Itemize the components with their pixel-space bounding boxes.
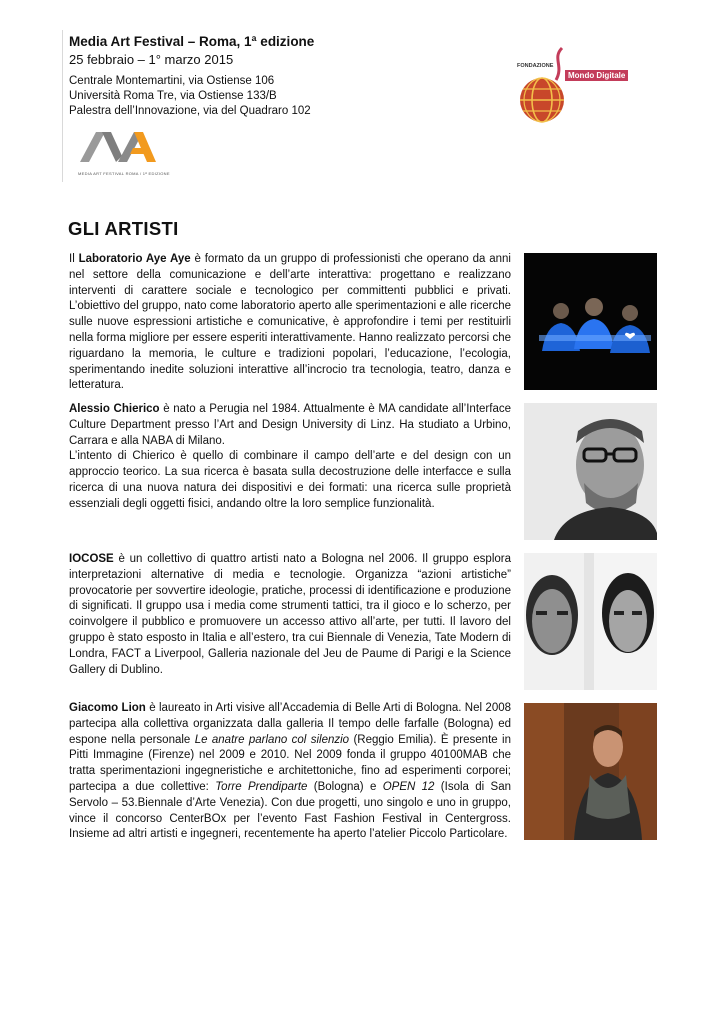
bio-text: (Bologna) e <box>307 780 383 793</box>
artist-bio-lion <box>69 701 511 843</box>
artist-name: Alessio Chierico <box>69 403 160 415</box>
venue-list <box>69 74 311 119</box>
bio-text: è nato a Perugia nel 1984. Attualmente è MA candidate all’Interface Culture Department presso l’Art and Design University di Linz. Ha studiato a Urbino, Carrara e alla NABA di Milano. <box>69 403 511 447</box>
festival-title: Media Art Festival – Roma, 1ª edizione <box>69 34 315 49</box>
foundation-word: FONDAZIONE <box>517 63 554 69</box>
venue-item: Centrale Montemartini, via Ostiense 106 <box>69 75 275 87</box>
photo-laboratorio-aye-aye <box>524 253 657 390</box>
bio-paragraph <box>69 402 511 449</box>
bio-text: Il <box>69 253 79 265</box>
media-art-caption: MEDIA ART FESTIVAL ROMA / 1ª EDIZIONE <box>78 171 170 176</box>
bio-text: è formato da un gruppo di professionisti che operano da anni nel settore della comunicazione e dell’arte interattiva: progettano e realizzano interventi di carattere sociale e tecnologico per committenti pubblici e privati. L’obiettivo del gruppo, nato come laboratorio aperto alle sperimentazioni e alle ricerche sulle nuove espressioni artistiche e comunicative, è approfondire i temi per restituirli nella forma migliore per essere esperiti interattivamente. Hanno realizzato percorsi che riguardano la memoria, le culture e tradizioni popolari, l’educazione, l’ecologia, sperimentando inedite soluzioni interattive all’incrocio tra tecnologia, teatro, danza e letteratura. <box>69 253 511 392</box>
artist-name: Laboratorio Aye Aye <box>78 253 191 265</box>
work-title: Le anatre parlano col silenzio <box>194 733 350 746</box>
artist-bio-aye-aye <box>69 252 511 394</box>
section-title: GLI ARTISTI <box>68 218 179 239</box>
work-title: OPEN 12 <box>382 780 435 793</box>
photo-giacomo-lion <box>524 703 657 840</box>
festival-dates: 25 febbraio – 1° marzo 2015 <box>69 52 234 67</box>
bio-text: è un collettivo di quattro artisti nato a Bologna nel 2006. Il gruppo esplora interpretazioni alternative di media e tecnologie. Organizza “azioni artistiche” provocatorie per sovvertire ideologie, pratiche, processi di identificazione e produzione di significati. Il gruppo usa i media come strumenti tattici, tra il gioco e lo scherzo, per coinvolgere il pubblico e promuovere un accesso attivo all’arte, per tutti. Il lavoro del gruppo è stato esposto in Italia e all’estero, tra cui Biennale di Venezia, Tate Modern di Londra, FACT a Liverpool, Galleria nazionale del Jeu de Paume di Parigi e la Science Gallery di Dublino. <box>69 553 511 676</box>
artist-bio-iocose <box>69 552 511 678</box>
artist-name: Giacomo Lion <box>69 702 146 714</box>
photo-iocose <box>524 553 657 690</box>
bio-text: è laureato in Arti visive all’Accademia di Belle Arti di Bologna. Nel 2008 partecipa alla collettiva organizzata dalla galleria Il tempo delle farfalle (Bologna) ed espone nella personale <box>69 702 512 746</box>
venue-item: Palestra dell’Innovazione, via del Quadraro 102 <box>69 105 311 117</box>
work-title: Torre Prendiparte <box>215 780 308 793</box>
foundation-name: Mondo Digitale <box>565 70 628 81</box>
bio-text: (Isola di San Servolo – 53.Biennale d’Arte Venezia). Con due progetti, uno singolo e uno in gruppo, vince il concorso CenterBOx per l’evento Fast Fashion Festival in Centergross. Insieme ad altri artisti e ingegneri, recentemente ha aperto l’atelier Piccolo Particolare. <box>69 780 512 841</box>
artist-bio-chierico <box>69 402 511 513</box>
bio-paragraph <box>69 552 511 678</box>
artist-name: IOCOSE <box>69 553 114 565</box>
header-divider <box>62 30 63 182</box>
venue-item: Università Roma Tre, via Ostiense 133/B <box>69 90 277 102</box>
photo-alessio-chierico <box>524 403 657 540</box>
fondazione-mondo-digitale-logo <box>514 42 626 126</box>
bio-paragraph <box>69 252 511 394</box>
bio-paragraph <box>69 701 511 843</box>
bio-paragraph: L’intento di Chierico è quello di combinare il campo dell’arte e del design con un approccio teorico. La sua ricerca è basata sulla decostruzione delle interfacce e sulla ricerca di una nuova natura dei dispositivi e dei formati: una ricerca sulle proprietà essenziali degli oggetti fisici, andando oltre la loro semplice funzionalità. <box>69 450 511 510</box>
bio-text: (Reggio Emilia). È presente in Pitti Immagine (Firenze) nel 2009 e 2010. Nel 2009 fonda il gruppo 40100MAB che tratta sperimentazioni ingegneristiche e architettoniche, fino ad esperimenti corporei; partecipa a due collettive: <box>69 733 511 793</box>
